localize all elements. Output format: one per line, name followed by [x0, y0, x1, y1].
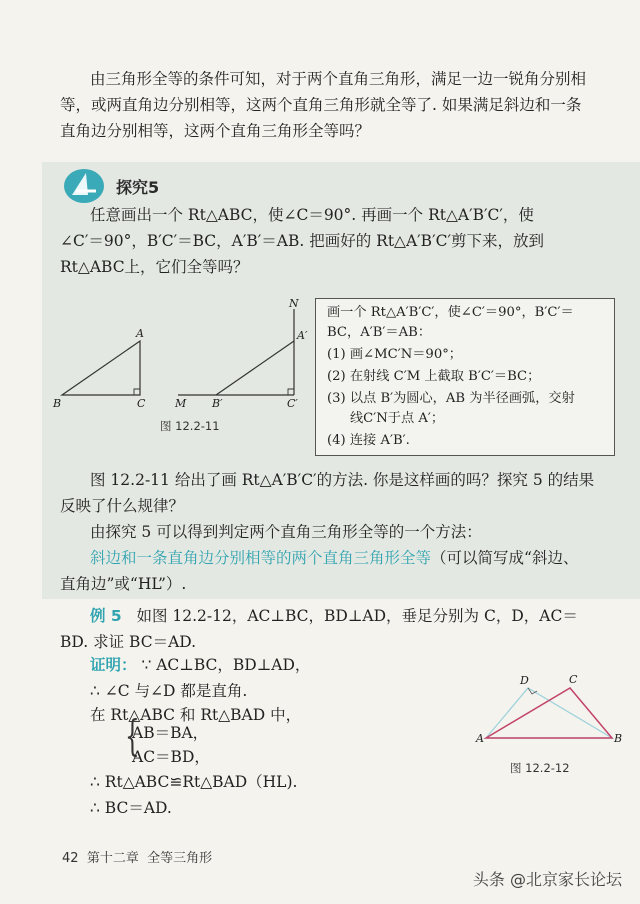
label-N: N [289, 297, 299, 310]
triangle-abc [486, 688, 612, 738]
label-B: B [614, 732, 623, 745]
method-step-2: (2) 在射线 C′M 上截取 B′C′＝BC； [327, 369, 541, 384]
proof-step-6: ∴ Rt△ABC≌Rt△BAD（HL). [90, 773, 298, 791]
method-line-1: 画一个 Rt△A′B′C′，使∠C′＝90°，B′C′＝ [327, 305, 574, 320]
label-B: B [53, 397, 62, 410]
page-number: 42 [62, 851, 79, 866]
chapter-number: 第十二章 [86, 851, 139, 866]
after-line-3: 由探究 5 可以得到判定两个直角三角形全等的一个方法： [90, 523, 482, 541]
label-D: D [520, 674, 529, 687]
label-A: A [476, 732, 484, 745]
explore-line-3: Rt△ABC上，它们全等吗？ [60, 258, 249, 276]
chapter-title: 全等三角形 [147, 851, 213, 866]
figure-12-2-12 [472, 670, 632, 750]
explore-line-1: 任意画出一个 Rt△ABC，使∠C＝90°. 再画一个 Rt△A′B′C′，使 [90, 206, 534, 224]
label-C: C [137, 397, 146, 410]
method-step-3b: 线C′N于点 A′； [350, 411, 445, 426]
triangle-bad [486, 688, 612, 738]
explore-line-2: ∠C′＝90°，B′C′＝BC，A′B′＝AB. 把画好的 Rt△A′B′C′剪下来，放到 [60, 232, 544, 250]
construction-method-box [315, 298, 615, 456]
example-statement-1: 如图 12.2-12，AC⊥BC，BD⊥AD，垂足分别为 C，D，AC＝ [136, 607, 578, 625]
example-line-1 [90, 603, 578, 629]
example-line-2: BD. 求证 BC＝AD. [60, 633, 197, 651]
proof-step-7: ∴ BC＝AD. [90, 799, 172, 817]
label-C2: C′ [287, 397, 298, 410]
hl-rule-tail: （可以简写成“斜边、 [431, 549, 579, 567]
explore-title: 探究5 [116, 178, 160, 197]
figure-11-caption: 图 12.2-11 [160, 419, 220, 433]
proof-step-5: AC＝BD， [132, 748, 210, 766]
label-C: C [569, 673, 578, 686]
label-M: M [175, 397, 187, 410]
proof-step-4: AB＝BA， [132, 724, 209, 742]
proof-line-1 [90, 652, 310, 678]
example-label: 例 5 [90, 607, 122, 625]
after-line-2: 反映了什么规律？ [60, 497, 185, 515]
proof-step-2: ∴ ∠C 与∠D 都是直角. [90, 682, 248, 700]
explore-logo-icon [62, 165, 110, 205]
figure-12-2-11 [50, 295, 310, 425]
after-line-5: 直角边”或“HL”）. [60, 575, 187, 593]
label-A: A [136, 327, 144, 340]
method-step-1: (1) 画∠MC′N＝90°； [327, 347, 462, 362]
proof-brace: { [125, 711, 140, 760]
page-footer [62, 847, 212, 866]
watermark: 头条 @北京家长论坛 [472, 870, 622, 889]
triangle-abc [62, 341, 140, 395]
hl-rule-text: 斜边和一条直角边分别相等的两个直角三角形全等 [90, 549, 432, 567]
intro-line-2: 等，或两直角边分别相等，这两个直角三角形就全等了. 如果满足斜边和一条 [60, 96, 582, 114]
method-step-3a: (3) 以点 B′为圆心，AB 为半径画弧，交射 [327, 391, 575, 406]
label-B2: B′ [212, 397, 223, 410]
right-angle-mark-c [134, 389, 140, 395]
hl-rule-line [90, 545, 578, 571]
right-angle-mark-c2 [288, 389, 294, 395]
intro-line-1: 由三角形全等的条件可知，对于两个直角三角形，满足一边一锐角分别相 [90, 70, 587, 88]
after-line-1: 图 12.2-11 给出了画 Rt△A′B′C′的方法. 你是这样画的吗？探究 5 的结果 [90, 471, 595, 489]
method-line-2: BC，A′B′＝AB： [327, 325, 432, 340]
segment-a-b [216, 341, 294, 395]
proof-step-3: 在 Rt△ABC 和 Rt△BAD 中， [90, 706, 302, 724]
label-A2: A′ [297, 329, 308, 342]
proof-label: 证明： [90, 656, 137, 674]
method-step-4: (4) 连接 A′B′. [327, 433, 410, 448]
proof-step-1: ∵ AC⊥BC，BD⊥AD， [141, 656, 311, 674]
figure-12-caption: 图 12.2-12 [510, 761, 570, 775]
intro-line-3: 直角边分别相等，这两个直角三角形全等吗？ [60, 122, 371, 140]
